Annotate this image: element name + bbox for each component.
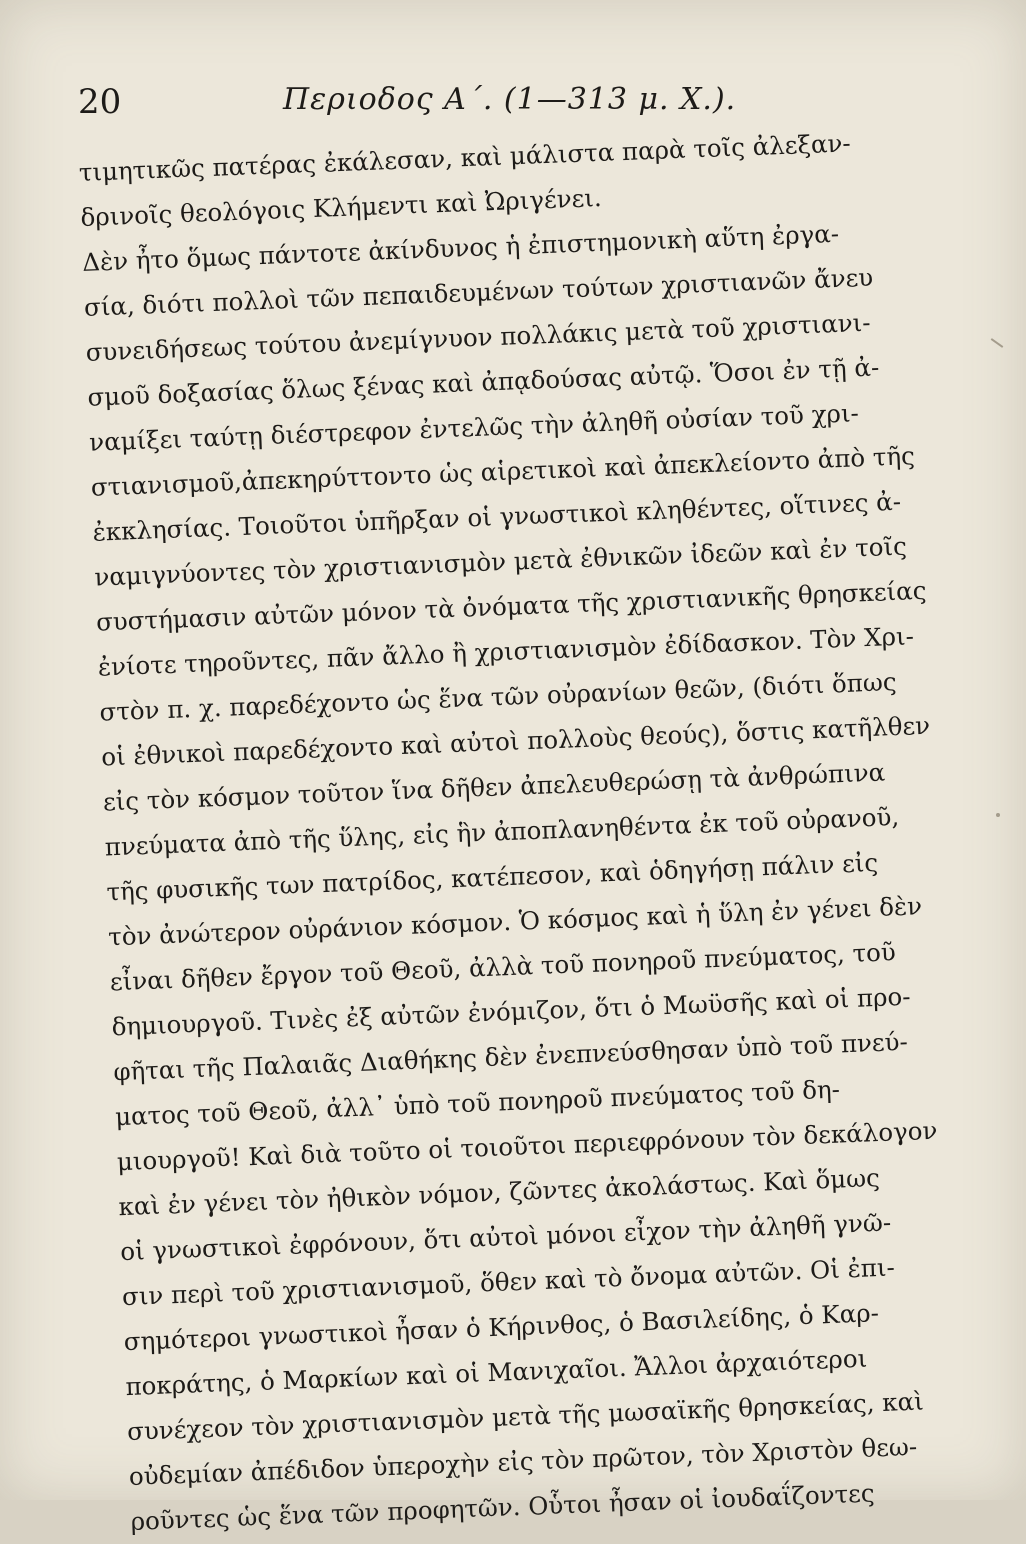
text-line: συνειδήσεως τούτου ἀνεμίγνυον πολλάκις μετὰ τοῦ χριστιανι-: [85, 307, 872, 367]
margin-tick-mark: [996, 813, 1000, 817]
text-line: ἐνίοτε τηροῦντες, πᾶν ἄλλο ἢ χριστιανισμὸν ἐδίδασκον. Τὸν Χρι-: [97, 621, 915, 682]
text-line: οὐδεμίαν ἀπέδιδον ὑπεροχὴν εἰς τὸν πρῶτον, τὸν Χριστὸν θεω-: [128, 1431, 918, 1492]
text-line: στιανισμοῦ,ἀπεκηρύττοντο ὡς αἱρετικοὶ καὶ ἀπεκλείοντο ἀπὸ τῆς: [90, 441, 916, 502]
body-text: [78, 117, 1001, 1544]
running-title: Περιοδος Α΄. (1—313 μ. Χ.).: [283, 82, 737, 117]
text-line: καὶ ἐν γένει τὸν ἠθικὸν νόμον, ζῶντες ἀκολάστως. Καὶ ὅμως: [118, 1162, 881, 1222]
text-line: μιουργοῦ! Καὶ διὰ τοῦτο οἱ τοιοῦτοι περιεφρόνουν τὸν δεκάλογον: [116, 1115, 938, 1177]
text-line: εἶναι δῆθεν ἔργον τοῦ Θεοῦ, ἀλλὰ τοῦ πονηροῦ πνεύματος, τοῦ: [109, 937, 897, 997]
text-line: ματος τοῦ Θεοῦ, ἀλλ᾽ ὑπὸ τοῦ πονηροῦ πνεύματος τοῦ δη-: [114, 1074, 841, 1132]
margin-tick-mark: [991, 338, 1004, 348]
text-line: ποκράτης, ὁ Μαρκίων καὶ οἱ Μανιχαῖοι. Ἄλλοι ἀρχαιότεροι: [124, 1343, 868, 1402]
text-line: συστήμασιν αὐτῶν μόνον τὰ ὀνόματα τῆς χριστιανικῆς θρησκείας: [95, 575, 927, 637]
text-line: οἱ ἐθνικοὶ παρεδέχοντο καὶ αὐτοὶ πολλοὺς θεούς), ὅστις κατῆλθεν: [100, 710, 931, 772]
text-line: ναμιγνύοντες τὸν χριστιανισμὸν μετὰ ἐθνικῶν ἰδεῶν καὶ ἐν τοῖς: [93, 531, 908, 592]
text-line: στὸν π. χ. παρεδέχοντο ὡς ἕνα τῶν οὐρανίων θεῶν, (διότι ὅπως: [99, 666, 898, 727]
text-line: συνέχεον τὸν χριστιανισμὸν μετὰ τῆς μωσαϊκῆς θρησκείας, καὶ: [126, 1386, 925, 1447]
text-line: ἐκκλησίας. Τοιοῦτοι ὑπῆρξαν οἱ γνωστικοὶ κληθέντες, οἵτινες ἀ-: [92, 486, 902, 547]
text-line: δημιουργοῦ. Τινὲς ἐξ αὐτῶν ἐνόμιζον, ὅτι ὁ Μωϋσῆς καὶ οἱ προ-: [111, 981, 911, 1042]
text-line: πνεύματα ἀπὸ τῆς ὕλης, εἰς ἣν ἀποπλανηθέντα ἐκ τοῦ οὐρανοῦ,: [104, 801, 900, 862]
text-line: τῆς φυσικῆς των πατρίδος, κατέπεσον, καὶ ὁδηγήσῃ πάλιν εἰς: [105, 847, 879, 907]
text-line: ναμίξει ταύτῃ διέστρεφον ἐντελῶς τὴν ἀληθῆ οὐσίαν τοῦ χρι-: [88, 398, 860, 457]
text-line: σμοῦ δοξασίας ὅλως ξένας καὶ ἀπᾳδούσας αὐτῷ. Ὅσοι ἐν τῇ ἀ-: [86, 352, 880, 412]
text-line: σία, διότι πολλοὶ τῶν πεπαιδευμένων τούτων χριστιανῶν ἄνευ: [83, 262, 874, 322]
text-line: φῆται τῆς Παλαιᾶς Διαθήκης δὲν ἐνεπνεύσθησαν ὑπὸ τοῦ πνεύ-: [112, 1026, 909, 1087]
text-line: ροῦντες ὡς ἕνα τῶν προφητῶν. Οὗτοι ἦσαν οἱ ἰουδαΐζοντες: [130, 1478, 876, 1536]
text-line: εἰς τὸν κόσμον τοῦτον ἵνα δῆθεν ἀπελευθερώσῃ τὰ ἀνθρώπινα: [102, 757, 886, 817]
text-line: Δὲν ἦτο ὅμως πάντοτε ἀκίνδυνος ἡ ἐπιστημονικὴ αὕτη ἐργα-: [81, 218, 840, 277]
text-line: σιν περὶ τοῦ χριστιανισμοῦ, ὅθεν καὶ τὸ ὄνομα αὐτῶν. Οἱ ἐπι-: [121, 1252, 896, 1312]
text-line: δρινοῖς θεολόγοις Κλήμεντι καὶ Ὠριγένει.: [80, 182, 603, 232]
text-line: τιμητικῶς πατέρας ἐκάλεσαν, καὶ μάλιστα παρὰ τοῖς ἀλεξαν-: [78, 128, 852, 187]
page-number: 20: [78, 82, 122, 122]
text-line: σημότεροι γνωστικοὶ ἦσαν ὁ Κήρινθος, ὁ Βασιλείδης, ὁ Καρ-: [123, 1298, 880, 1357]
text-line: τὸν ἀνώτερον οὐράνιον κόσμον. Ὁ κόσμος καὶ ἡ ὕλη ἐν γένει δὲν: [107, 891, 923, 952]
text-line: οἱ γνωστικοὶ ἐφρόνουν, ὅτι αὐτοὶ μόνοι εἶχον τὴν ἀληθῆ γνῶ-: [119, 1207, 892, 1267]
